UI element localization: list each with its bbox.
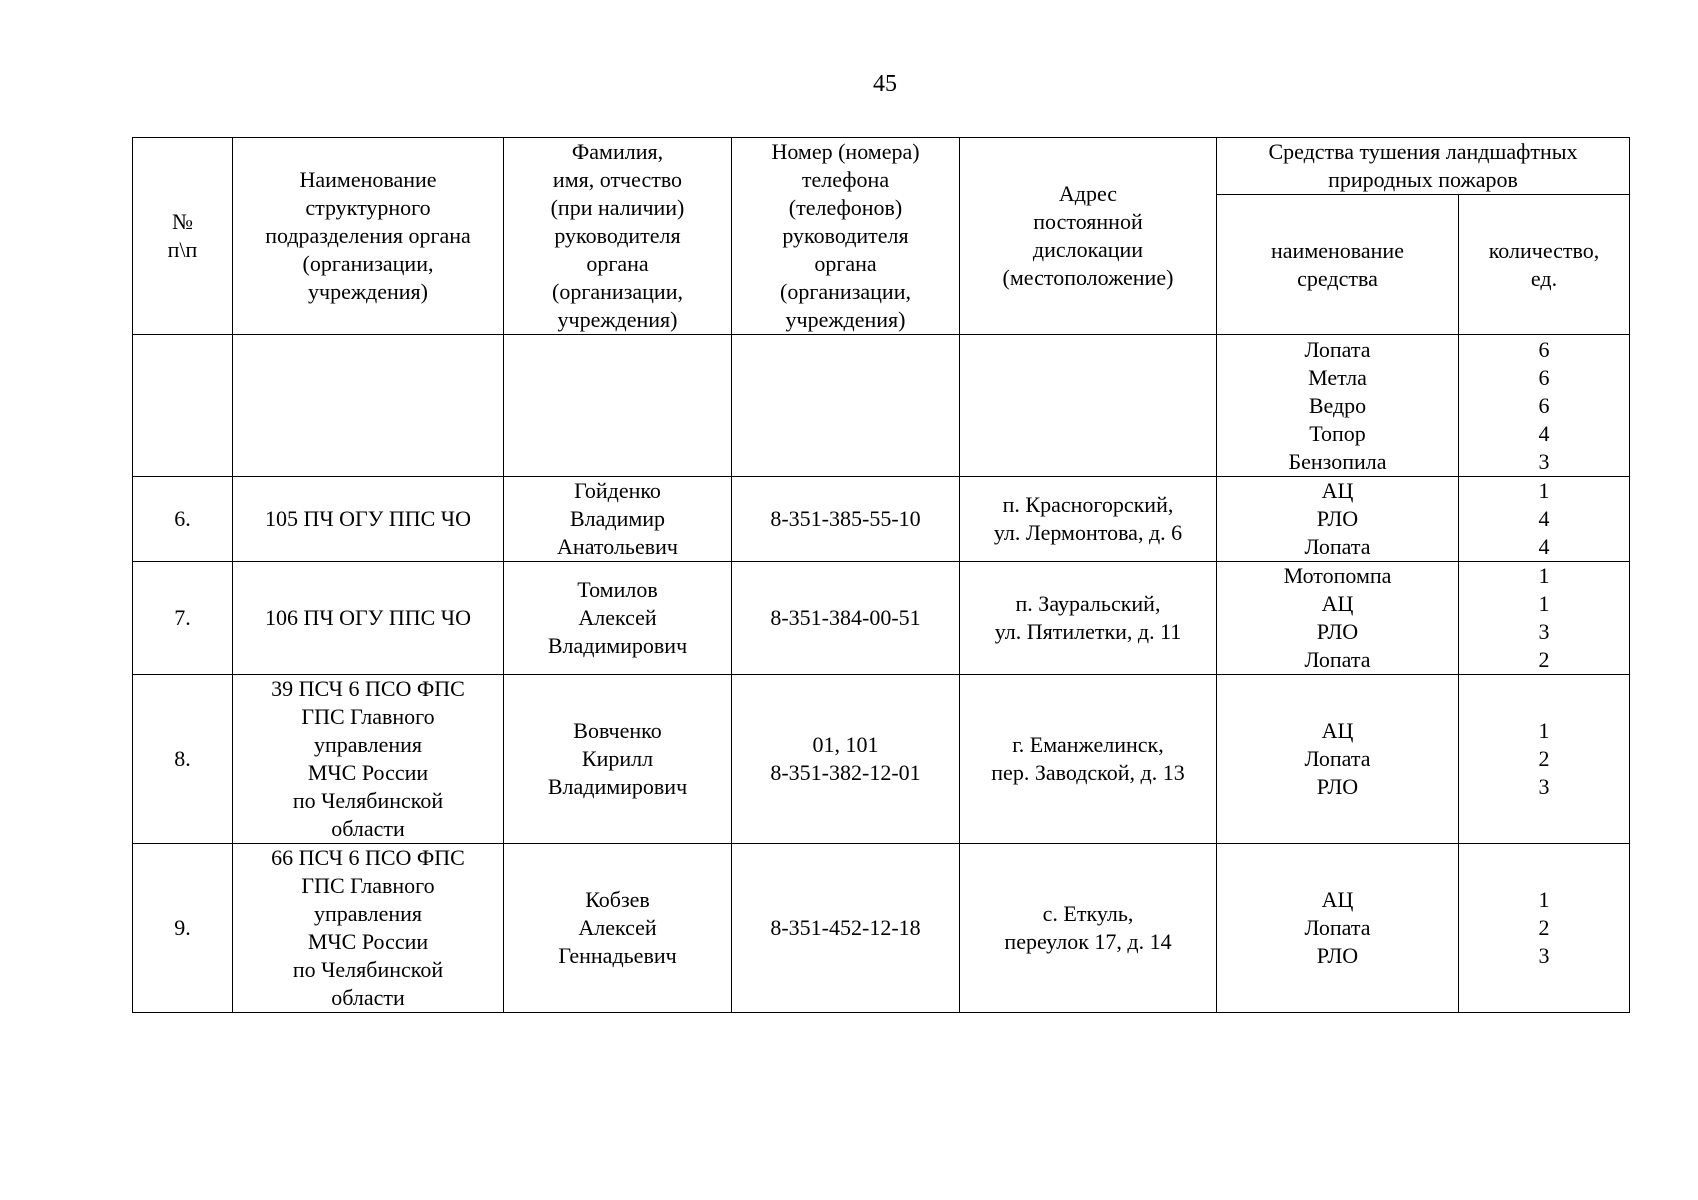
cell-address: с. Еткуль, переулок 17, д. 14: [960, 844, 1217, 1013]
table-row: [133, 477, 1630, 562]
means-item: Лопата: [1304, 915, 1371, 940]
means-item: Лопата: [1304, 534, 1371, 559]
qty-item: 2: [1538, 915, 1550, 940]
header-no: № п\п: [133, 138, 233, 335]
means-item: АЦ: [1321, 887, 1354, 912]
qty-item: 4: [1538, 420, 1550, 446]
qty-item: 3: [1538, 619, 1550, 644]
cell-phone: 8-351-384-00-51: [732, 562, 960, 675]
cell-phone: [732, 335, 960, 477]
means-item: Топор: [1309, 420, 1366, 446]
cell-head-fio: Вовченко Кирилл Владимирович: [504, 675, 732, 844]
cell-means-list: [1217, 477, 1459, 562]
fire-units-table: [132, 137, 1630, 1013]
qty-item: 4: [1538, 534, 1550, 559]
qty-item: 3: [1538, 448, 1550, 474]
qty-item: 1: [1538, 887, 1550, 912]
qty-item: 6: [1538, 392, 1550, 418]
qty-item: 1: [1538, 478, 1550, 503]
cell-qty-list: [1459, 562, 1630, 675]
header-unit-name: Наименование структурного подразделения органа (организации, учреждения): [233, 138, 504, 335]
qty-item: 4: [1538, 506, 1550, 531]
cell-unit-name: [233, 335, 504, 477]
qty-item: 1: [1538, 718, 1550, 743]
means-item: Бензопила: [1288, 448, 1387, 474]
means-item: Лопата: [1304, 746, 1371, 771]
header-address: Адрес постоянной дислокации (местоположение): [960, 138, 1217, 335]
cell-unit-name: 66 ПСЧ 6 ПСО ФПС ГПС Главного управления МЧС России по Челябинской области: [233, 844, 504, 1013]
table-header: [133, 138, 1630, 335]
cell-unit-name: 105 ПЧ ОГУ ППС ЧО: [233, 477, 504, 562]
cell-head-fio: [504, 335, 732, 477]
cell-qty-list: [1459, 675, 1630, 844]
means-item: Мотопомпа: [1283, 563, 1392, 588]
cell-means-list: [1217, 562, 1459, 675]
cell-no: 6.: [133, 477, 233, 562]
qty-item: 2: [1538, 647, 1550, 672]
table-row: [133, 562, 1630, 675]
cell-means-list: [1217, 675, 1459, 844]
cell-address: [960, 335, 1217, 477]
page-number: 45: [873, 71, 897, 97]
table-row: [133, 844, 1630, 1013]
cell-unit-name: 106 ПЧ ОГУ ППС ЧО: [233, 562, 504, 675]
cell-qty-list: [1459, 335, 1630, 477]
qty-item: 3: [1538, 774, 1550, 799]
cell-phone: 8-351-452-12-18: [732, 844, 960, 1013]
cell-head-fio: Кобзев Алексей Геннадьевич: [504, 844, 732, 1013]
cell-address: г. Еманжелинск, пер. Заводской, д. 13: [960, 675, 1217, 844]
qty-item: 6: [1538, 364, 1550, 390]
qty-item: 2: [1538, 746, 1550, 771]
means-item: Лопата: [1304, 647, 1371, 672]
cell-unit-name: 39 ПСЧ 6 ПСО ФПС ГПС Главного управления МЧС России по Челябинской области: [233, 675, 504, 844]
header-means-name: наименование средства: [1217, 195, 1459, 335]
header-means-group: Средства тушения ландшафтных природных пожаров: [1217, 138, 1630, 195]
cell-address: п. Красногорский, ул. Лермонтова, д. 6: [960, 477, 1217, 562]
means-item: РЛО: [1316, 619, 1359, 644]
header-phone: Номер (номера) телефона (телефонов) руководителя органа (организации, учреждения): [732, 138, 960, 335]
means-item: АЦ: [1321, 478, 1354, 503]
means-item: РЛО: [1316, 774, 1359, 799]
cell-head-fio: Гойденко Владимир Анатольевич: [504, 477, 732, 562]
cell-no: 8.: [133, 675, 233, 844]
cell-means-list: [1217, 844, 1459, 1013]
means-item: Метла: [1308, 364, 1367, 390]
cell-means-list: [1217, 335, 1459, 477]
means-item: АЦ: [1321, 718, 1354, 743]
cell-phone: 01, 101 8-351-382-12-01: [732, 675, 960, 844]
qty-item: 3: [1538, 943, 1550, 968]
cell-address: п. Зауральский, ул. Пятилетки, д. 11: [960, 562, 1217, 675]
means-item: РЛО: [1316, 506, 1359, 531]
table-row: [133, 675, 1630, 844]
header-means-qty: количество, ед.: [1459, 195, 1630, 335]
cell-phone: 8-351-385-55-10: [732, 477, 960, 562]
table-row: [133, 335, 1630, 477]
means-item: АЦ: [1321, 591, 1354, 616]
qty-item: 1: [1538, 591, 1550, 616]
means-item: РЛО: [1316, 943, 1359, 968]
cell-no: [133, 335, 233, 477]
qty-item: 6: [1538, 336, 1550, 362]
means-item: Лопата: [1304, 336, 1371, 362]
cell-qty-list: [1459, 477, 1630, 562]
cell-no: 9.: [133, 844, 233, 1013]
means-item: Ведро: [1308, 392, 1367, 418]
qty-item: 1: [1538, 563, 1550, 588]
cell-head-fio: Томилов Алексей Владимирович: [504, 562, 732, 675]
header-head-fio: Фамилия, имя, отчество (при наличии) руководителя органа (организации, учреждения): [504, 138, 732, 335]
cell-no: 7.: [133, 562, 233, 675]
cell-qty-list: [1459, 844, 1630, 1013]
